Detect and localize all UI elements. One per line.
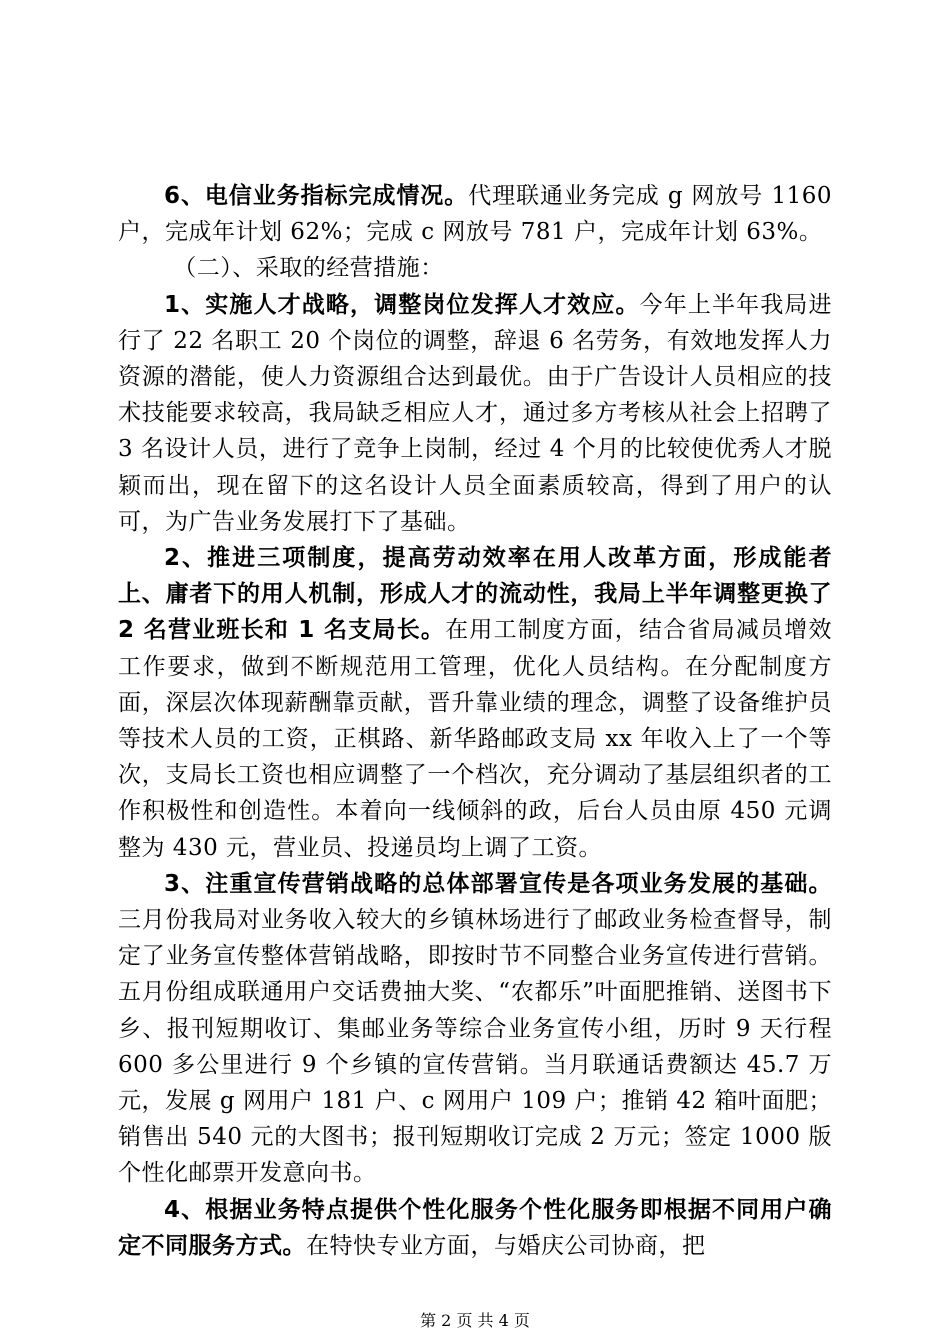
paragraph-body: 代理联通业务完成 g 网放号 1160 户，完成年计划 62%；完成 c 网放号 781 户，完成年计划 63%。 — [118, 183, 832, 246]
paragraph-body: 今年上半年我局进行了 22 名职工 20 个岗位的调整，辞退 6 名劳务，有效地发挥人力资源的潜能，使人力资源组合达到最优。由于广告设计人员相应的技术技能要求较高，我局缺乏相应人才，通过多方考核从社会上招聘了 3 名设计人员，进行了竞争上岗制，经过 4 个月的比较使优秀人才脱颖而出，现在留下的这名设计人员全面素质较高，得到了用户的认可，为广告业务发展打下了基础。 — [118, 291, 832, 535]
paragraph-body: 在特快专业方面，与婚庆公司协商，把 — [306, 1232, 706, 1259]
document-body — [118, 178, 832, 1264]
paragraph-2-three-systems — [118, 540, 832, 866]
paragraph-lead: 6、电信业务指标完成情况。 — [164, 183, 469, 209]
paragraph-lead: 3、注重宣传营销战略的总体部署宣传是各项业务发展的基础。 — [164, 870, 832, 897]
paragraph-body: 三月份我局对业务收入较大的乡镇林场进行了邮政业务检查督导，制定了业务宣传整体营销战略，即按时节不同整合业务宣传进行营销。五月份组成联通用户交话费抽大奖、“农都乐”叶面肥推销、送图书下乡、报刊短期收订、集邮业务等综合业务宣传小组，历时 9 天行程 600 多公里进行 9 个乡镇的宣传营销。当月联通话费额达 45.7 万元，发展 g 网用户 181 户、c 网用户 109 户；推销 42 箱叶面肥；销售出 540 元的大图书；报刊短期收订完成 2 万元；签定 1000 版个性化邮票开发意向书。 — [118, 907, 832, 1187]
paragraph-body: 在用工制度方面，结合省局减员增效工作要求，做到不断规范用工管理，优化人员结构。在分配制度方面，深层次体现薪酬靠贡献，晋升靠业绩的理念，调整了设备维护员等技术人员的工资，正棋路、新华路邮政支局 xx 年收入上了一个等次，支局长工资也相应调整了一个档次，充分调动了基层组织者的工作积极性和创造性。本着向一线倾斜的政，后台人员由原 450 元调整为 430 元，营业员、投递员均上调了工资。 — [118, 617, 833, 861]
page-footer: 第 2 页 共 4 页 — [420, 1311, 530, 1330]
paragraph-lead: 2、推进三项制度，提高劳动效率在用人改革方面，形成能者上、庸者下的用人机制，形成人才的流动性，我局上半年调整更换了 2 名营业班长和 1 名支局长。 — [118, 545, 832, 644]
paragraph-lead: 4、根据业务特点提供个性化服务个性化服务即根据不同用户确定不同服务方式。 — [118, 1196, 832, 1259]
paragraph-3-marketing-strategy — [118, 866, 832, 1192]
paragraph-6-telecom-indicators — [118, 178, 832, 250]
paragraph-lead: 1、实施人才战略，调整岗位发挥人才效应。 — [164, 291, 640, 318]
paragraph-1-talent-strategy — [118, 287, 832, 540]
paragraph-4-personalized-service — [118, 1192, 832, 1264]
section-heading-measures: （二）、采取的经营措施： — [173, 255, 444, 282]
